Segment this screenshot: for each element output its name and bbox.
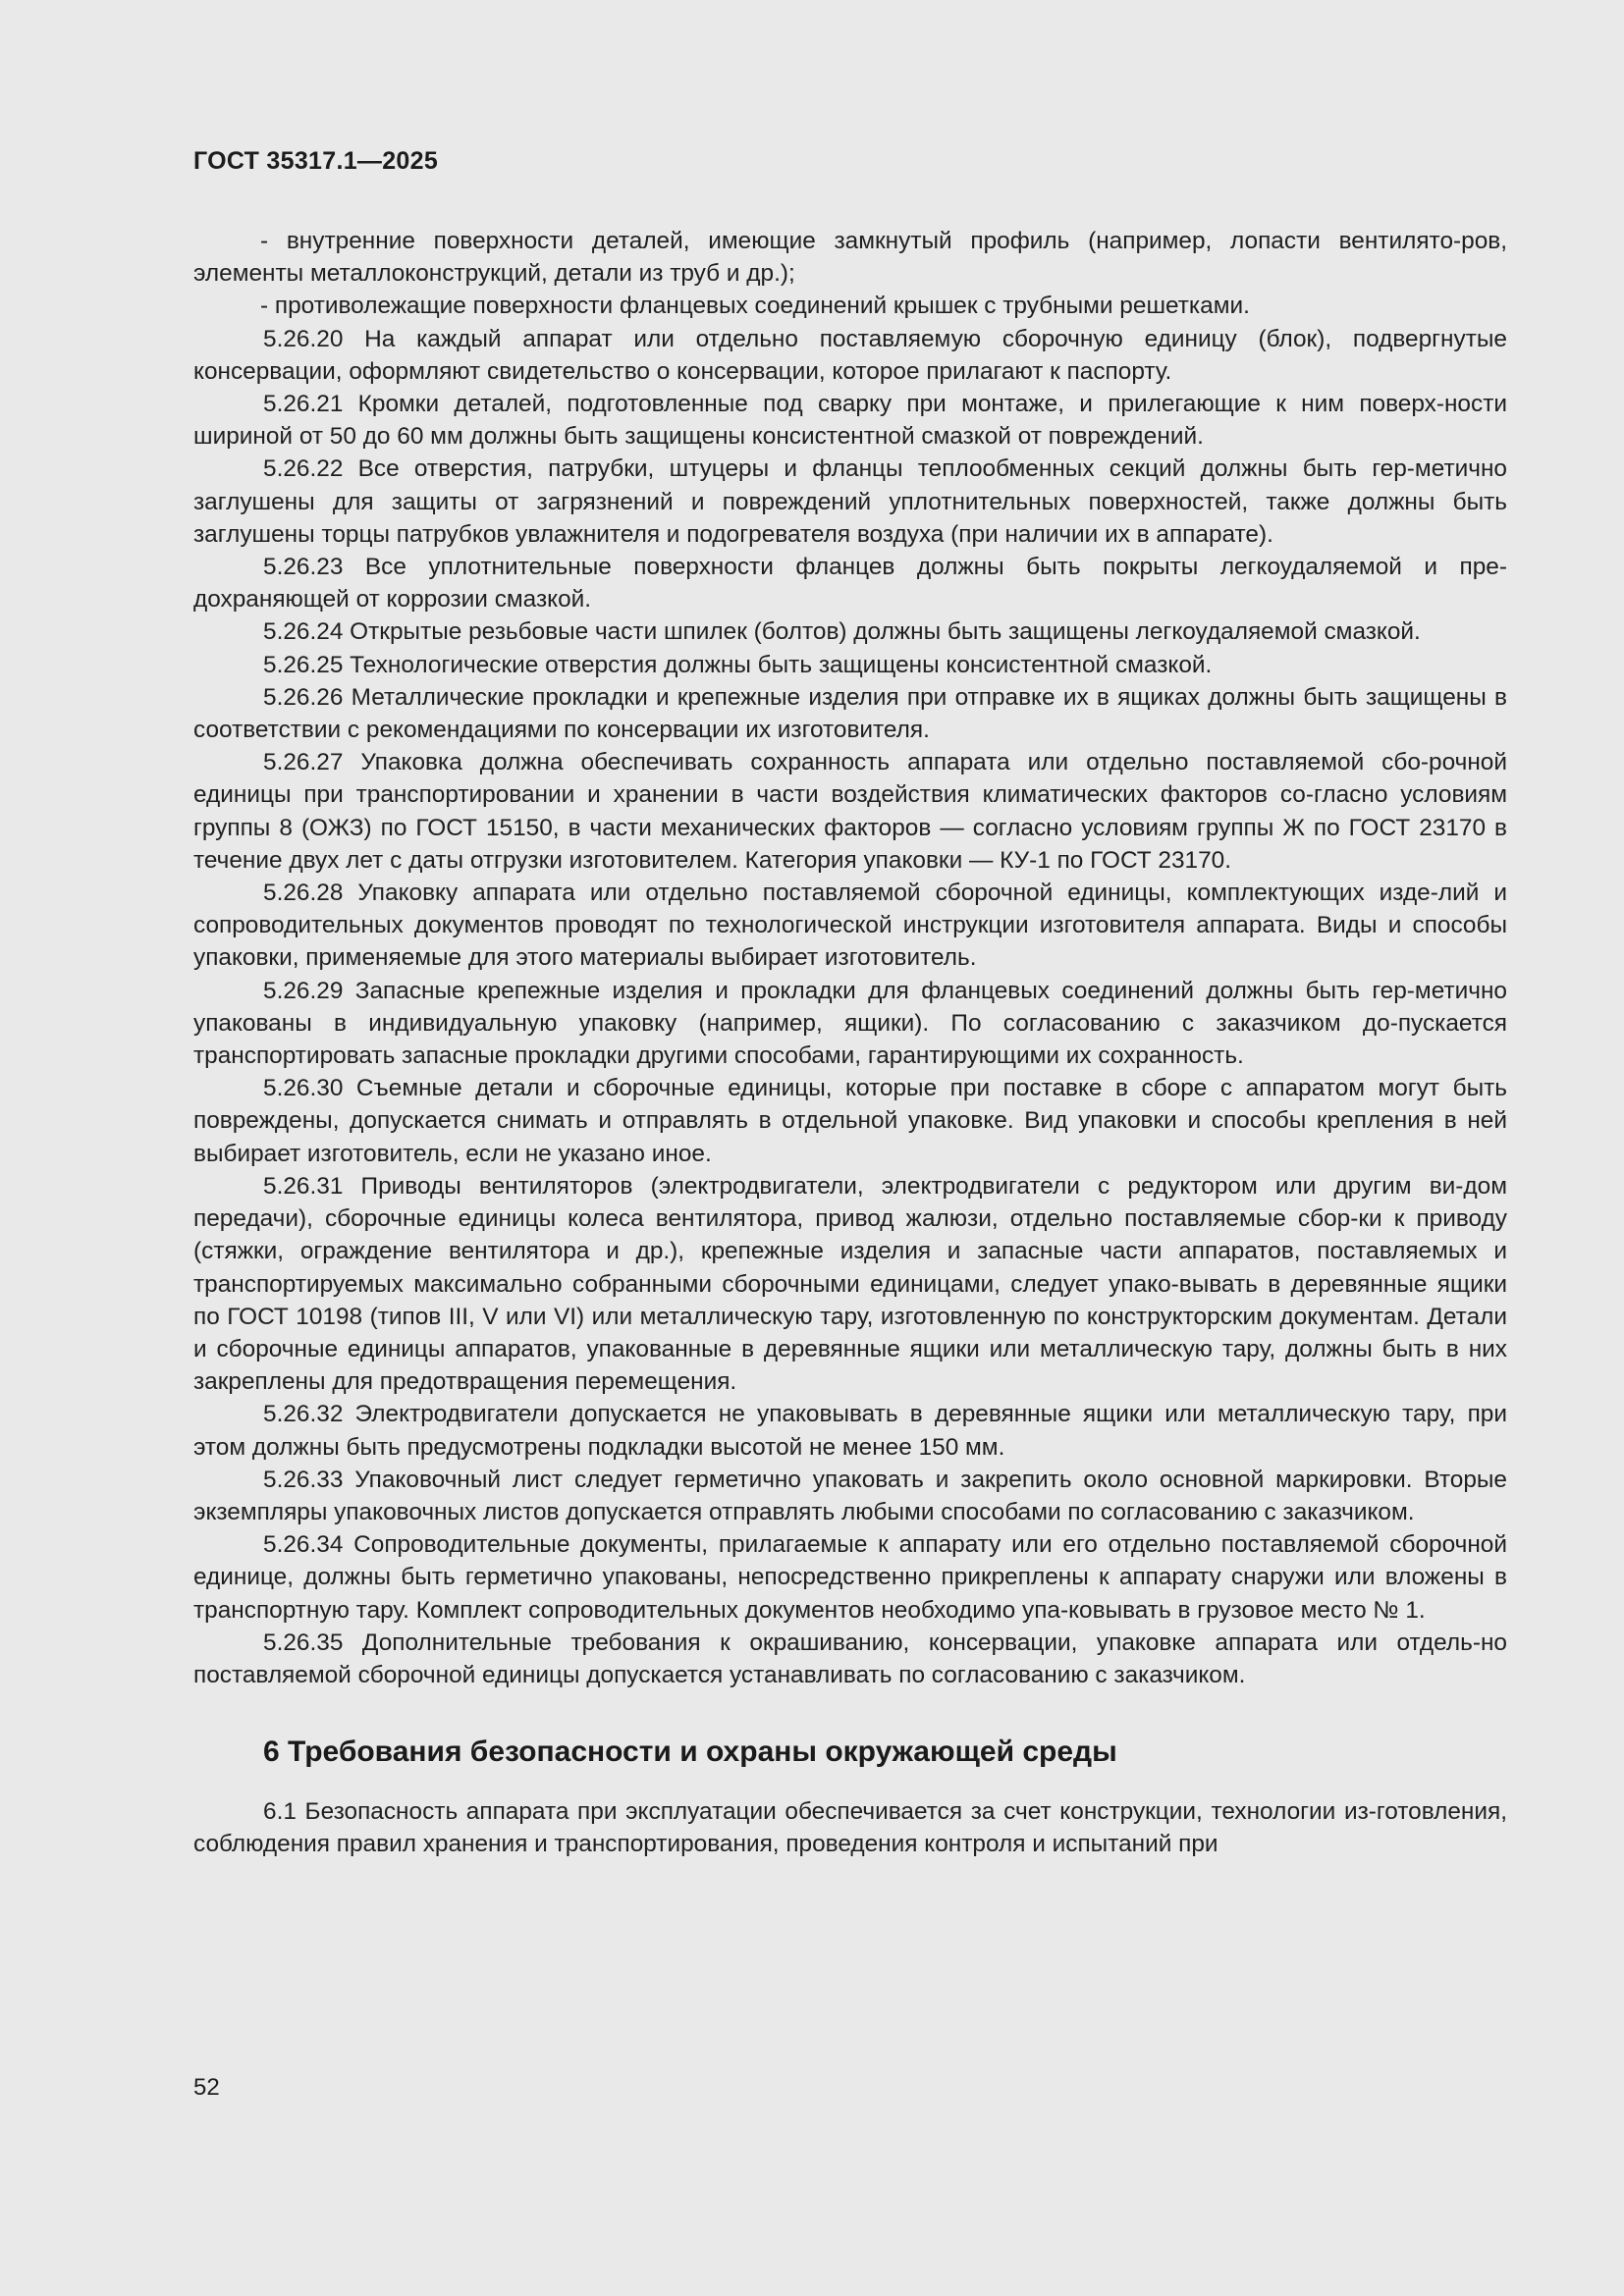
clause-5-26-35: 5.26.35 Дополнительные требования к окрашиванию, консервации, упаковке аппарата или отдель-но поставляемой сборочной единицы допускается устанавливать по согласованию с заказчиком. (193, 1629, 1507, 1688)
clause-5-26-32: 5.26.32 Электродвигатели допускается не упаковывать в деревянные ящики или металлическую тару, при этом должны быть предусмотрены подкладки высотой не менее 150 мм. (193, 1401, 1507, 1461)
list-item-paragraph: - внутренние поверхности деталей, имеющие замкнутый профиль (например, лопасти вентилято-ров, элементы металлоконструкций, детали из труб и др.); (193, 228, 1507, 288)
clause-5-26-34: 5.26.34 Сопроводительные документы, прилагаемые к аппарату или его отдельно поставляемой сборочной единице, должны быть герметично упакованы, непосредственно прикреплены к аппарату снаружи или вложены в транспортную тару. Комплект сопроводительных документов необходимо упа-ковывать в грузовое место № 1. (193, 1531, 1507, 1624)
clause-5-26-30: 5.26.30 Съемные детали и сборочные единицы, которые при поставке в сборе с аппаратом могут быть повреждены, допускается снимать и отправлять в отдельной упаковке. Вид упаковки и способы крепления в ней выбирает изготовитель, если не указано иное. (193, 1075, 1507, 1167)
section-heading: 6 Требования безопасности и охраны окружающей среды (263, 1735, 1117, 1769)
list-item-paragraph: - противолежащие поверхности фланцевых соединений крышек с трубными решетками. (260, 293, 1250, 320)
clause-5-26-22: 5.26.22 Все отверстия, патрубки, штуцеры и фланцы теплообменных секций должны быть гер-метично заглушены для защиты от загрязнений и повреждений уплотнительных поверхностей, также должны быть заглушены торцы патрубков увлажнителя и подогревателя воздуха (при наличии их в аппарате). (193, 455, 1507, 548)
page-number: 52 (193, 2074, 220, 2101)
clause-5-26-21: 5.26.21 Кромки деталей, подготовленные под сварку при монтаже, и прилегающие к ним поверх-ности шириной от 50 до 60 мм должны быть защищены консистентной смазкой от повреждений. (193, 391, 1507, 451)
clause-5-26-28: 5.26.28 Упаковку аппарата или отдельно поставляемой сборочной единицы, комплектующих изде-лий и сопроводительных документов проводят по технологической инструкции изготовителя аппарата. Виды и способы упаковки, применяемые для этого материалы выбирает изготовитель. (193, 880, 1507, 972)
clause-6-1: 6.1 Безопасность аппарата при эксплуатации обеспечивается за счет конструкции, технологии из-готовления, соблюдения правил хранения и транспортирования, проведения контроля и испытаний при (193, 1798, 1507, 1858)
clause-5-26-31: 5.26.31 Приводы вентиляторов (электродвигатели, электродвигатели с редуктором или другим ви-дом передачи), сборочные единицы колеса вентилятора, привод жалюзи, отдельно поставляемые сбор-ки к приводу (стяжки, ограждение вентилятора и др.), крепежные изделия и запасные части аппаратов, поставляемых и транспортируемых максимально собранными сборочными единицами, следует упако-вывать в деревянные ящики по ГОСТ 10198 (типов III, V или VI) или металлическую тару, изготовленную по конструкторским документам. Детали и сборочные единицы аппаратов, упакованные в деревянные ящики или металлическую тару, должны быть в них закреплены для предотвращения перемещения. (193, 1172, 1507, 1396)
clause-5-26-24: 5.26.24 Открытые резьбовые части шпилек (болтов) должны быть защищены легкоудаляемой смазкой. (263, 618, 1421, 646)
clause-5-26-25: 5.26.25 Технологические отверстия должны быть защищены консистентной смазкой. (263, 651, 1213, 678)
clause-5-26-29: 5.26.29 Запасные крепежные изделия и прокладки для фланцевых соединений должны быть гер-метично упакованы в индивидуальную упаковку (например, ящики). По согласованию с заказчиком до-пускается транспортировать запасные прокладки другими способами, гарантирующими их сохранность. (193, 977, 1507, 1070)
document-body (193, 225, 1507, 1861)
clause-5-26-27: 5.26.27 Упаковка должна обеспечивать сохранность аппарата или отдельно поставляемой сбо-рочной единицы при транспортировании и хранении в части воздействия климатических факторов со-гласно условиям группы 8 (ОЖЗ) по ГОСТ 15150, в части механических факторов — согласно условиям группы Ж по ГОСТ 23170 в течение двух лет с даты отгрузки изготовителем. Категория упаковки — КУ-1 по ГОСТ 23170. (193, 749, 1507, 874)
clause-5-26-23: 5.26.23 Все уплотнительные поверхности фланцев должны быть покрыты легкоудаляемой и пре-дохраняющей от коррозии смазкой. (193, 554, 1507, 614)
clause-5-26-20: 5.26.20 На каждый аппарат или отдельно поставляемую сборочную единицу (блок), подвергнутые консервации, оформляют свидетельство о консервации, которое прилагают к паспорту. (193, 325, 1507, 385)
clause-5-26-33: 5.26.33 Упаковочный лист следует герметично упаковать и закрепить около основной маркировки. Вторые экземпляры упаковочных листов допускается отправлять любыми способами по согласованию с заказчиком. (193, 1466, 1507, 1525)
document-code-header: ГОСТ 35317.1—2025 (193, 147, 439, 175)
clause-5-26-26: 5.26.26 Металлические прокладки и крепежные изделия при отправке их в ящиках должны быть защищены в соответствии с рекомендациями по консервации их изготовителя. (193, 683, 1507, 744)
